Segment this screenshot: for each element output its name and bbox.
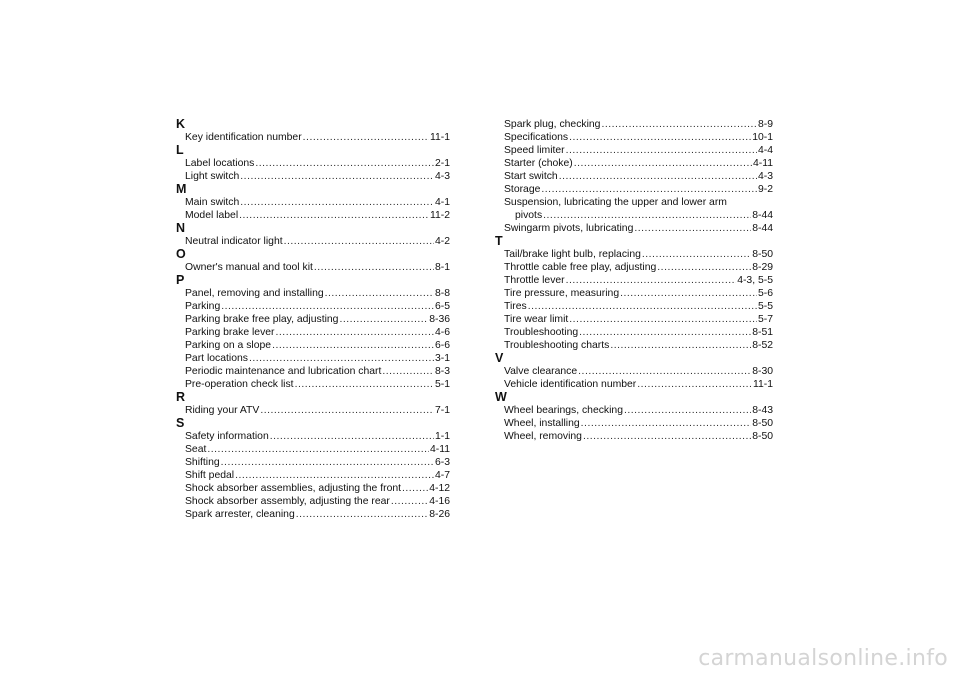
index-letter-heading: P bbox=[176, 273, 185, 287]
index-entry-text: Periodic maintenance and lubrication chart bbox=[185, 366, 382, 377]
index-entry bbox=[493, 248, 773, 261]
index-entry-text: Troubleshooting bbox=[504, 327, 579, 338]
watermark: carmanualsonline.info bbox=[698, 646, 948, 671]
dot-leader bbox=[634, 222, 751, 235]
index-entry-page: 10-1 bbox=[752, 132, 773, 143]
index-entry-text: Owner's manual and tool kit bbox=[185, 262, 313, 273]
index-entry bbox=[493, 274, 773, 287]
index-entry-text: Safety information bbox=[185, 431, 269, 442]
index-entry bbox=[174, 469, 450, 482]
index-entry bbox=[174, 209, 450, 222]
index-entry-text: Wheel bearings, checking bbox=[504, 405, 623, 416]
index-entry-text: Tire pressure, measuring bbox=[504, 288, 620, 299]
dot-leader bbox=[325, 287, 434, 300]
dot-leader bbox=[295, 378, 434, 391]
dot-leader bbox=[566, 144, 757, 157]
index-entry bbox=[174, 378, 450, 391]
index-entry bbox=[493, 430, 773, 443]
dot-leader bbox=[284, 235, 434, 248]
index-entry-text: pivots bbox=[515, 210, 543, 221]
index-entry-page: 9-2 bbox=[757, 184, 773, 195]
index-entry bbox=[174, 287, 450, 300]
index-entry bbox=[174, 313, 450, 326]
index-letter-heading: K bbox=[176, 117, 186, 131]
index-entry-page: 8-8 bbox=[434, 288, 450, 299]
dot-leader bbox=[221, 456, 434, 469]
index-entry bbox=[493, 313, 773, 326]
dot-leader bbox=[642, 248, 751, 261]
index-entry-text: Swingarm pivots, lubricating bbox=[504, 223, 634, 234]
index-entry bbox=[174, 261, 450, 274]
index-entry-page: 5-1 bbox=[434, 379, 450, 390]
index-entry-text: Light switch bbox=[185, 171, 240, 182]
index-entry-text: Spark plug, checking bbox=[504, 119, 601, 130]
index-entry bbox=[174, 482, 450, 495]
index-entry-page: 4-16 bbox=[429, 496, 450, 507]
dot-leader bbox=[339, 313, 428, 326]
index-entry bbox=[174, 196, 450, 209]
index-entry bbox=[493, 287, 773, 300]
index-entry bbox=[174, 131, 450, 144]
dot-leader bbox=[574, 157, 752, 170]
dot-leader bbox=[581, 417, 752, 430]
index-entry-text: Label locations bbox=[185, 158, 255, 169]
index-column-right bbox=[493, 118, 773, 443]
dot-leader bbox=[610, 339, 751, 352]
index-entry bbox=[493, 339, 773, 352]
index-letter-heading: R bbox=[176, 390, 186, 404]
index-entry-text: Riding your ATV bbox=[185, 405, 260, 416]
index-entry-page: 8-9 bbox=[757, 119, 773, 130]
index-entry bbox=[493, 209, 773, 222]
index-entry bbox=[493, 131, 773, 144]
dot-leader bbox=[543, 209, 751, 222]
dot-leader bbox=[382, 365, 434, 378]
dot-leader bbox=[637, 378, 752, 391]
index-entry-page: 4-11 bbox=[752, 158, 773, 169]
index-entry bbox=[493, 404, 773, 417]
index-entry-text: Tire wear limit bbox=[504, 314, 569, 325]
index-entry-page: 8-29 bbox=[752, 262, 773, 273]
dot-leader bbox=[391, 495, 428, 508]
index-letter-heading: S bbox=[176, 416, 185, 430]
dot-leader bbox=[528, 300, 757, 313]
index-entry-page: 4-3 bbox=[757, 171, 773, 182]
index-entry-page: 6-6 bbox=[434, 340, 450, 351]
index-entry-text: Panel, removing and installing bbox=[185, 288, 324, 299]
dot-leader bbox=[303, 131, 429, 144]
index-entry-page: 8-30 bbox=[752, 366, 773, 377]
index-entry-text: Parking brake lever bbox=[185, 327, 275, 338]
index-entry-page: 8-3 bbox=[434, 366, 450, 377]
index-entry-text: Spark arrester, cleaning bbox=[185, 509, 295, 520]
index-entry-page: 2-1 bbox=[434, 158, 450, 169]
index-entry bbox=[174, 508, 450, 521]
index-letter-heading: L bbox=[176, 143, 184, 157]
index-entry-page: 4-7 bbox=[434, 470, 450, 481]
dot-leader bbox=[620, 287, 757, 300]
index-entry-text: Vehicle identification number bbox=[504, 379, 637, 390]
dot-leader bbox=[270, 430, 434, 443]
index-entry-text: Shift pedal bbox=[185, 470, 235, 481]
dot-leader bbox=[579, 326, 751, 339]
index-entry-text: Shock absorber assemblies, adjusting the front bbox=[185, 483, 402, 494]
dot-leader bbox=[569, 131, 751, 144]
index-entry-text: Suspension, lubricating the upper and lower arm bbox=[504, 197, 727, 208]
index-entry-text: Tail/brake light bulb, replacing bbox=[504, 249, 641, 260]
index-entry-page: 4-6 bbox=[434, 327, 450, 338]
index-entry bbox=[174, 365, 450, 378]
index-entry-page: 11-1 bbox=[429, 132, 450, 143]
index-entry bbox=[174, 235, 450, 248]
index-entry-page: 8-44 bbox=[752, 210, 773, 221]
index-entry-text: Start switch bbox=[504, 171, 558, 182]
index-entry-page: 5-7 bbox=[757, 314, 773, 325]
index-entry-page: 8-50 bbox=[752, 431, 773, 442]
dot-leader bbox=[569, 313, 757, 326]
dot-leader bbox=[578, 365, 751, 378]
index-entry bbox=[174, 443, 450, 456]
index-entry-page: 8-50 bbox=[752, 249, 773, 260]
index-entry-text: Valve clearance bbox=[504, 366, 578, 377]
dot-leader bbox=[402, 482, 428, 495]
dot-leader bbox=[272, 339, 434, 352]
index-entry-text: Troubleshooting charts bbox=[504, 340, 610, 351]
index-entry bbox=[493, 157, 773, 170]
index-entry-page: 4-3 bbox=[434, 171, 450, 182]
index-entry-text: Shifting bbox=[185, 457, 220, 468]
index-entry-text: Storage bbox=[504, 184, 541, 195]
index-entry-page: 4-11 bbox=[429, 444, 450, 455]
index-entry-page: 5-5 bbox=[757, 301, 773, 312]
index-entry bbox=[493, 170, 773, 183]
index-entry bbox=[174, 300, 450, 313]
index-entry-text: Neutral indicator light bbox=[185, 236, 283, 247]
index-entry-page: 4-4 bbox=[757, 145, 773, 156]
index-entry-page: 8-50 bbox=[752, 418, 773, 429]
index-letter-heading: M bbox=[176, 182, 187, 196]
index-entry-text: Main switch bbox=[185, 197, 240, 208]
index-entry-text: Wheel, removing bbox=[504, 431, 582, 442]
index-entry-text: Shock absorber assembly, adjusting the rear bbox=[185, 496, 390, 507]
index-entry bbox=[174, 157, 450, 170]
dot-leader bbox=[559, 170, 757, 183]
index-entry-page: 5-6 bbox=[757, 288, 773, 299]
index-entry-page: 8-51 bbox=[752, 327, 773, 338]
dot-leader bbox=[260, 404, 434, 417]
index-letter-heading: N bbox=[176, 221, 186, 235]
index-entry bbox=[174, 170, 450, 183]
index-entry-text: Seat bbox=[185, 444, 207, 455]
index-entry-text: Parking brake free play, adjusting bbox=[185, 314, 339, 325]
index-entry-text: Wheel, installing bbox=[504, 418, 580, 429]
index-entry bbox=[493, 118, 773, 131]
index-entry-page: 11-2 bbox=[429, 210, 450, 221]
dot-leader bbox=[235, 469, 434, 482]
index-entry bbox=[174, 404, 450, 417]
dot-leader bbox=[314, 261, 434, 274]
index-entry-page: 4-3, 5-5 bbox=[737, 275, 773, 286]
index-entry bbox=[174, 352, 450, 365]
dot-leader bbox=[296, 508, 428, 521]
dot-leader bbox=[240, 170, 434, 183]
dot-leader bbox=[239, 209, 429, 222]
index-entry-text: Part locations bbox=[185, 353, 248, 364]
index-entry-page: 11-1 bbox=[752, 379, 773, 390]
index-entry-page: 8-26 bbox=[429, 509, 450, 520]
dot-leader bbox=[207, 443, 429, 456]
index-entry bbox=[493, 417, 773, 430]
dot-leader bbox=[249, 352, 434, 365]
index-entry bbox=[493, 222, 773, 235]
index-letter-heading: W bbox=[495, 390, 507, 404]
index-entry-page: 1-1 bbox=[434, 431, 450, 442]
dot-leader bbox=[624, 404, 751, 417]
index-entry-text: Specifications bbox=[504, 132, 569, 143]
index-entry-text: Parking bbox=[185, 301, 221, 312]
index-letter-heading: T bbox=[495, 234, 503, 248]
index-entry bbox=[493, 300, 773, 313]
index-letter-heading: O bbox=[176, 247, 186, 261]
index-entry bbox=[493, 144, 773, 157]
index-entry-text: Throttle lever bbox=[504, 275, 565, 286]
index-entry-page: 6-3 bbox=[434, 457, 450, 468]
dot-leader bbox=[583, 430, 751, 443]
index-entry-text: Key identification number bbox=[185, 132, 302, 143]
dot-leader bbox=[601, 118, 757, 131]
index-letter-heading: V bbox=[495, 351, 504, 365]
index-entry bbox=[493, 183, 773, 196]
dot-leader bbox=[240, 196, 434, 209]
index-entry-page: 8-36 bbox=[429, 314, 450, 325]
dot-leader bbox=[541, 183, 757, 196]
index-entry-text: Model label bbox=[185, 210, 239, 221]
index-entry bbox=[493, 326, 773, 339]
index-entry-page: 4-2 bbox=[434, 236, 450, 247]
index-entry-text: Speed limiter bbox=[504, 145, 565, 156]
index-entry bbox=[174, 339, 450, 352]
index-entry-page: 3-1 bbox=[434, 353, 450, 364]
index-entry bbox=[493, 365, 773, 378]
index-entry-text: Pre-operation check list bbox=[185, 379, 294, 390]
index-entry-text: Tires bbox=[504, 301, 527, 312]
dot-leader bbox=[255, 157, 434, 170]
index-entry bbox=[174, 495, 450, 508]
index-entry bbox=[493, 196, 773, 209]
index-entry-page: 8-52 bbox=[752, 340, 773, 351]
index-entry bbox=[493, 261, 773, 274]
index-entry-page: 7-1 bbox=[434, 405, 450, 416]
index-entry-page: 8-43 bbox=[752, 405, 773, 416]
index-entry-text: Parking on a slope bbox=[185, 340, 272, 351]
dot-leader bbox=[657, 261, 751, 274]
dot-leader bbox=[221, 300, 434, 313]
index-entry-text: Starter (choke) bbox=[504, 158, 573, 169]
dot-leader bbox=[276, 326, 434, 339]
index-entry bbox=[174, 456, 450, 469]
dot-leader bbox=[566, 274, 737, 287]
index-entry-page: 8-44 bbox=[752, 223, 773, 234]
index-entry-page: 8-1 bbox=[434, 262, 450, 273]
index-entry bbox=[174, 326, 450, 339]
index-entry-page: 6-5 bbox=[434, 301, 450, 312]
index-entry-page: 4-12 bbox=[429, 483, 450, 494]
index-entry bbox=[174, 430, 450, 443]
index-entry-page: 4-1 bbox=[434, 197, 450, 208]
index-column-left bbox=[174, 118, 450, 521]
index-entry-text: Throttle cable free play, adjusting bbox=[504, 262, 657, 273]
index-entry bbox=[493, 378, 773, 391]
